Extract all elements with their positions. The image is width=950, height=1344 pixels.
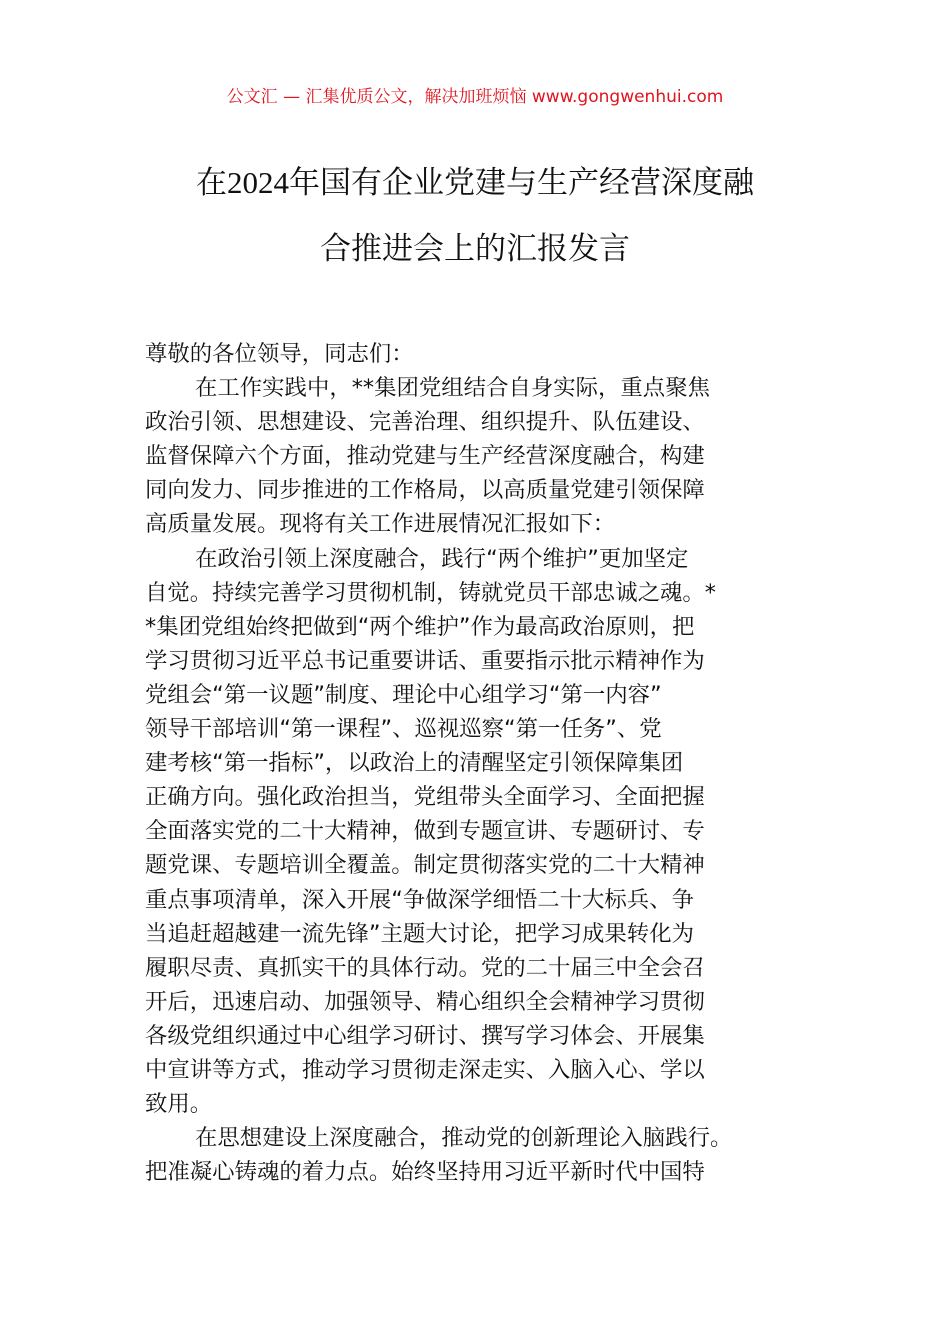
body-line: 自觉。持续完善学习贯彻机制，铸就党员干部忠诚之魂。* — [145, 579, 716, 606]
body-line: 在政治引领上深度融合，践行“两个维护”更加坚定 — [195, 545, 689, 572]
body-line: 学习贯彻习近平总书记重要讲话、重要指示批示精神作为 — [145, 647, 705, 674]
document-title — [100, 150, 850, 282]
body-line: 同向发力、同步推进的工作格局，以高质量党建引领保障 — [145, 477, 705, 504]
body-line: 高质量发展。现将有关工作进展情况汇报如下： — [145, 511, 616, 538]
title-suffix: 年国有企业党建与生产经营深度融 — [289, 165, 754, 201]
body-line: 致用。 — [145, 1091, 213, 1118]
body-line: 开后，迅速启动、加强领导、精心组织全会精神学习贯彻 — [145, 988, 705, 1015]
document-body — [145, 337, 815, 1189]
body-line: 重点事项清单，深入开展“争做深学细悟二十大标兵、争 — [145, 886, 694, 913]
title-year: 2024 — [227, 165, 289, 200]
salutation: 尊敬的各位领导，同志们： — [145, 341, 414, 367]
body-line: 中宣讲等方式，推动学习贯彻走深走实、入脑入心、学以 — [145, 1056, 705, 1083]
body-line: 政治引领、思想建设、完善治理、组织提升、队伍建设、 — [145, 409, 705, 436]
body-line: 各级党组织通过中心组学习研讨、撰写学习体会、开展集 — [145, 1022, 705, 1049]
body-line: 监督保障六个方面，推动党建与生产经营深度融合，构建 — [145, 443, 705, 470]
body-line: 履职尽责、真抓实干的具体行动。党的二十届三中全会召 — [145, 954, 705, 981]
body-line: 全面落实党的二十大精神，做到专题宣讲、专题研讨、专 — [145, 818, 705, 845]
body-line: 题党课、专题培训全覆盖。制定贯彻落实党的二十大精神 — [145, 852, 705, 879]
body-line: 正确方向。强化政治担当，党组带头全面学习、全面把握 — [145, 784, 705, 811]
body-line: *集团党组始终把做到“两个维护”作为最高政治原则，把 — [145, 613, 695, 640]
body-line: 在工作实践中，**集团党组结合自身实际，重点聚焦 — [195, 375, 710, 402]
body-line: 当追赶超越建一流先锋”主题大讨论，把学习成果转化为 — [145, 920, 694, 947]
title-prefix: 在 — [196, 165, 227, 201]
title-line-1 — [100, 150, 850, 216]
body-line: 领导干部培训“第一课程”、巡视巡察“第一任务”、党 — [145, 716, 662, 743]
site-banner: 公文汇 — 汇集优质公文，解决加班烦恼 www.gongwenhui.com — [226, 87, 724, 107]
body-line: 建考核“第一指标”，以政治上的清醒坚定引领保障集团 — [145, 750, 684, 777]
body-line: 在思想建设上深度融合，推动党的创新理论入脑践行。 — [195, 1125, 733, 1152]
title-line-2: 合推进会上的汇报发言 — [320, 231, 630, 267]
body-line: 党组会“第一议题”制度、理论中心组学习“第一内容” — [145, 681, 662, 708]
body-line: 把准凝心铸魂的着力点。始终坚持用习近平新时代中国特 — [145, 1159, 705, 1186]
